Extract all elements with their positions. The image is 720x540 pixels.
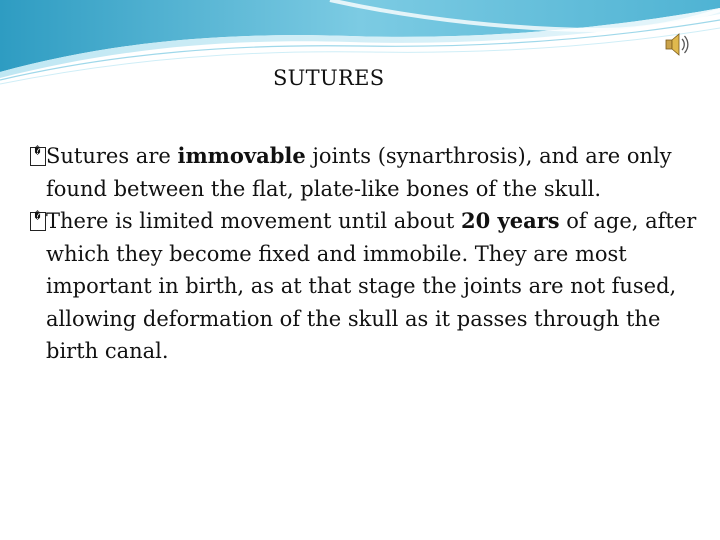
bullet-item-movement — [30, 205, 710, 368]
bullet-text: There is limited movement until about 20 years of age, after which they become fixed and immobile. They are most important in birth, as at that stage the joints are not fused, allowing deformation of the skull as it passes through the birth canal. — [46, 208, 697, 363]
slide-title: SUTURES — [273, 66, 385, 90]
bullet-marker-icon: � — [30, 147, 46, 166]
bullet-item-sutures — [30, 140, 710, 205]
bullet-text: Sutures are immovable joints (synarthrosis), and are only found between the flat, plate-like bones of the skull. — [46, 143, 672, 201]
bullet-marker-icon: � — [30, 212, 46, 231]
bullet-emphasis: immovable — [177, 143, 306, 168]
speaker-icon[interactable] — [664, 30, 690, 58]
bullet-emphasis: 20 years — [461, 208, 560, 233]
